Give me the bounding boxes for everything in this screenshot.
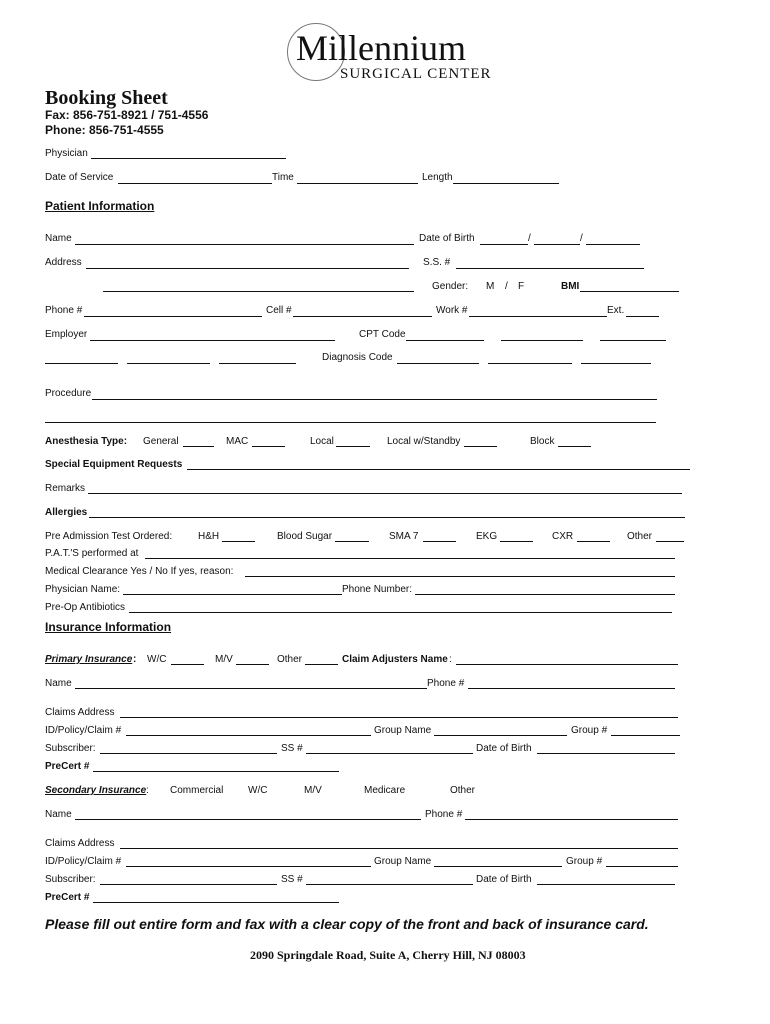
gender-label: Gender: <box>432 281 469 292</box>
address-label: Address <box>45 257 82 268</box>
secondary-group-no-label: Group # <box>566 856 603 867</box>
footer-instruction: Please fill out entire form and fax with a clear copy of the front and back of insurance card. <box>45 916 649 932</box>
diagnosis-code-label: Diagnosis Code <box>322 352 393 363</box>
pat-hh-label: H&H <box>198 531 220 542</box>
secondary-claims-address-field[interactable] <box>120 848 678 849</box>
procedure-label: Procedure <box>45 388 92 399</box>
primary-phone-label: Phone # <box>427 678 465 689</box>
procedure-field-2[interactable] <box>45 422 656 423</box>
secondary-name-field[interactable] <box>75 819 421 820</box>
pat-ekg-field[interactable] <box>500 541 533 542</box>
procedure-field-1[interactable] <box>92 399 657 400</box>
bmi-label: BMI <box>561 281 580 292</box>
primary-id-policy-label: ID/Policy/Claim # <box>45 725 122 736</box>
secondary-group-name-field[interactable] <box>434 866 562 867</box>
patient-name-label: Name <box>45 233 72 244</box>
allergies-field[interactable] <box>89 517 685 518</box>
primary-mv-field[interactable] <box>236 664 269 665</box>
secondary-phone-label: Phone # <box>425 809 463 820</box>
secondary-medicare-option[interactable]: Medicare <box>364 785 406 796</box>
secondary-mv-option[interactable]: M/V <box>304 785 322 796</box>
allergies-label: Allergies <box>45 507 88 518</box>
secondary-precert-field[interactable] <box>93 902 339 903</box>
secondary-group-name-label: Group Name <box>374 856 432 867</box>
diagnosis-code-field-3[interactable] <box>581 363 651 364</box>
medical-clearance-label: Medical Clearance Yes / No If yes, reason: <box>45 566 234 577</box>
pat-other-field[interactable] <box>656 541 684 542</box>
dob-slash-2: / <box>580 233 583 244</box>
primary-name-label: Name <box>45 678 72 689</box>
primary-claims-address-label: Claims Address <box>45 707 115 718</box>
primary-subscriber-label: Subscriber: <box>45 743 96 754</box>
logo-name: Millennium <box>296 28 466 68</box>
anesthesia-general-label: General <box>143 436 179 447</box>
claim-adjusters-field[interactable] <box>456 664 678 665</box>
secondary-subscriber-field[interactable] <box>100 884 277 885</box>
anesthesia-local-label: Local <box>310 436 334 447</box>
bmi-field[interactable] <box>580 291 679 292</box>
primary-claims-address-field[interactable] <box>120 717 678 718</box>
secondary-claims-address-label: Claims Address <box>45 838 115 849</box>
primary-other-field[interactable] <box>305 664 338 665</box>
primary-ss-label: SS # <box>281 743 303 754</box>
gender-m-option[interactable]: M <box>486 281 495 292</box>
preop-antibiotics-field[interactable] <box>129 612 672 613</box>
date-of-service-label: Date of Service <box>45 172 114 183</box>
gender-f-option[interactable]: F <box>518 281 525 292</box>
address-field-2[interactable] <box>103 291 414 292</box>
ss-label: S.S. # <box>423 257 451 268</box>
preop-antibiotics-label: Pre-Op Antibiotics <box>45 602 126 613</box>
claim-adjusters-colon: : <box>449 654 452 665</box>
secondary-subscriber-label: Subscriber: <box>45 874 96 885</box>
secondary-wc-option[interactable]: W/C <box>248 785 268 796</box>
medical-clearance-field[interactable] <box>245 576 675 577</box>
secondary-other-option[interactable]: Other <box>450 785 476 796</box>
pat-sma-field[interactable] <box>423 541 456 542</box>
secondary-insurance-label: Secondary Insurance <box>45 785 147 796</box>
dob-day-field[interactable] <box>534 244 580 245</box>
anesthesia-local-field[interactable] <box>336 446 370 447</box>
secondary-dob-label: Date of Birth <box>476 874 532 885</box>
time-field[interactable] <box>297 183 418 184</box>
secondary-name-label: Name <box>45 809 72 820</box>
physician-field[interactable] <box>91 158 286 159</box>
primary-insurance-label: Primary Insurance <box>45 654 133 665</box>
primary-group-no-label: Group # <box>571 725 608 736</box>
time-label: Time <box>272 172 294 183</box>
patient-name-field[interactable] <box>75 244 414 245</box>
employer-field-2a[interactable] <box>45 363 118 364</box>
primary-dob-label: Date of Birth <box>476 743 532 754</box>
phone-field[interactable] <box>84 316 262 317</box>
primary-phone-field[interactable] <box>468 688 675 689</box>
secondary-dob-field[interactable] <box>537 884 675 885</box>
anesthesia-standby-label: Local w/Standby <box>387 436 461 447</box>
ext-field[interactable] <box>626 316 659 317</box>
pat-sugar-field[interactable] <box>335 541 369 542</box>
primary-group-name-field[interactable] <box>434 735 567 736</box>
physician-label: Physician <box>45 148 88 159</box>
length-field[interactable] <box>453 183 559 184</box>
pat-ekg-label: EKG <box>476 531 498 542</box>
anesthesia-mac-label: MAC <box>226 436 249 447</box>
special-equipment-label: Special Equipment Requests <box>45 459 183 470</box>
phone-label: Phone # <box>45 305 83 316</box>
primary-dob-field[interactable] <box>537 753 675 754</box>
cpt-code-label: CPT Code <box>359 329 406 340</box>
physician-phone-label: Phone Number: <box>342 584 413 595</box>
primary-insurance-colon: : <box>133 654 137 665</box>
primary-id-policy-field[interactable] <box>126 735 371 736</box>
cell-label: Cell # <box>266 305 292 316</box>
secondary-ss-label: SS # <box>281 874 303 885</box>
dob-year-field[interactable] <box>586 244 640 245</box>
cpt-code-field-3[interactable] <box>600 340 666 341</box>
anesthesia-block-field[interactable] <box>558 446 591 447</box>
pat-cxr-label: CXR <box>552 531 574 542</box>
address-field-1[interactable] <box>86 268 409 269</box>
employer-field[interactable] <box>90 340 335 341</box>
logo-subtitle: SURGICAL CENTER <box>340 66 492 82</box>
secondary-group-no-field[interactable] <box>606 866 678 867</box>
secondary-phone-field[interactable] <box>465 819 678 820</box>
primary-group-name-label: Group Name <box>374 725 432 736</box>
work-field[interactable] <box>469 316 607 317</box>
primary-subscriber-field[interactable] <box>100 753 277 754</box>
secondary-ss-field[interactable] <box>306 884 473 885</box>
special-equipment-field[interactable] <box>187 469 690 470</box>
footer-address: 2090 Springdale Road, Suite A, Cherry Hill, NJ 08003 <box>250 948 526 962</box>
gender-divider: / <box>505 281 508 292</box>
fax-number: Fax: 856-751-8921 / 751-4556 <box>45 108 209 122</box>
patient-info-heading: Patient Information <box>45 199 155 213</box>
anesthesia-type-label: Anesthesia Type: <box>45 436 128 447</box>
cpt-code-field-1[interactable] <box>406 340 484 341</box>
length-label: Length <box>422 172 453 183</box>
primary-group-no-field[interactable] <box>611 735 680 736</box>
remarks-label: Remarks <box>45 483 86 494</box>
claim-adjusters-label: Claim Adjusters Name <box>342 654 448 665</box>
phone-number: Phone: 856-751-4555 <box>45 123 164 137</box>
pat-sma-label: SMA 7 <box>389 531 419 542</box>
anesthesia-mac-field[interactable] <box>252 446 285 447</box>
ext-label: Ext. <box>607 305 625 316</box>
pat-hh-field[interactable] <box>222 541 255 542</box>
pat-sugar-label: Blood Sugar <box>277 531 333 542</box>
secondary-insurance-colon: : <box>146 785 149 796</box>
primary-mv-label: M/V <box>215 654 233 665</box>
pat-cxr-field[interactable] <box>577 541 610 542</box>
primary-wc-field[interactable] <box>171 664 204 665</box>
dob-slash-1: / <box>528 233 531 244</box>
pats-performed-label: P.A.T.'S performed at <box>45 548 139 559</box>
primary-precert-field[interactable] <box>93 771 339 772</box>
physician-phone-field[interactable] <box>415 594 675 595</box>
insurance-info-heading: Insurance Information <box>45 620 172 634</box>
pat-other-label: Other <box>627 531 653 542</box>
physician-name-field[interactable] <box>123 594 342 595</box>
diagnosis-code-field-2[interactable] <box>488 363 572 364</box>
anesthesia-general-field[interactable] <box>183 446 214 447</box>
employer-field-2b[interactable] <box>127 363 210 364</box>
work-label: Work # <box>436 305 468 316</box>
primary-ss-field[interactable] <box>306 753 473 754</box>
primary-name-field[interactable] <box>75 688 427 689</box>
diagnosis-code-field-1[interactable] <box>397 363 479 364</box>
ss-field[interactable] <box>456 268 644 269</box>
pats-performed-field[interactable] <box>145 558 675 559</box>
date-of-service-field[interactable] <box>118 183 272 184</box>
cpt-code-field-2[interactable] <box>501 340 583 341</box>
anesthesia-standby-field[interactable] <box>464 446 497 447</box>
physician-name-label: Physician Name: <box>45 584 121 595</box>
secondary-id-policy-field[interactable] <box>126 866 371 867</box>
secondary-precert-label: PreCert # <box>45 892 90 903</box>
primary-other-label: Other <box>277 654 303 665</box>
primary-precert-label: PreCert # <box>45 761 90 772</box>
employer-field-2c[interactable] <box>219 363 296 364</box>
pat-label: Pre Admission Test Ordered: <box>45 531 173 542</box>
anesthesia-block-label: Block <box>530 436 555 447</box>
remarks-field[interactable] <box>88 493 682 494</box>
page-title: Booking Sheet <box>45 87 168 109</box>
primary-wc-label: W/C <box>147 654 167 665</box>
dob-label: Date of Birth <box>419 233 475 244</box>
cell-field[interactable] <box>293 316 432 317</box>
secondary-id-policy-label: ID/Policy/Claim # <box>45 856 122 867</box>
dob-month-field[interactable] <box>480 244 528 245</box>
employer-label: Employer <box>45 329 88 340</box>
secondary-commercial-option[interactable]: Commercial <box>170 785 224 796</box>
